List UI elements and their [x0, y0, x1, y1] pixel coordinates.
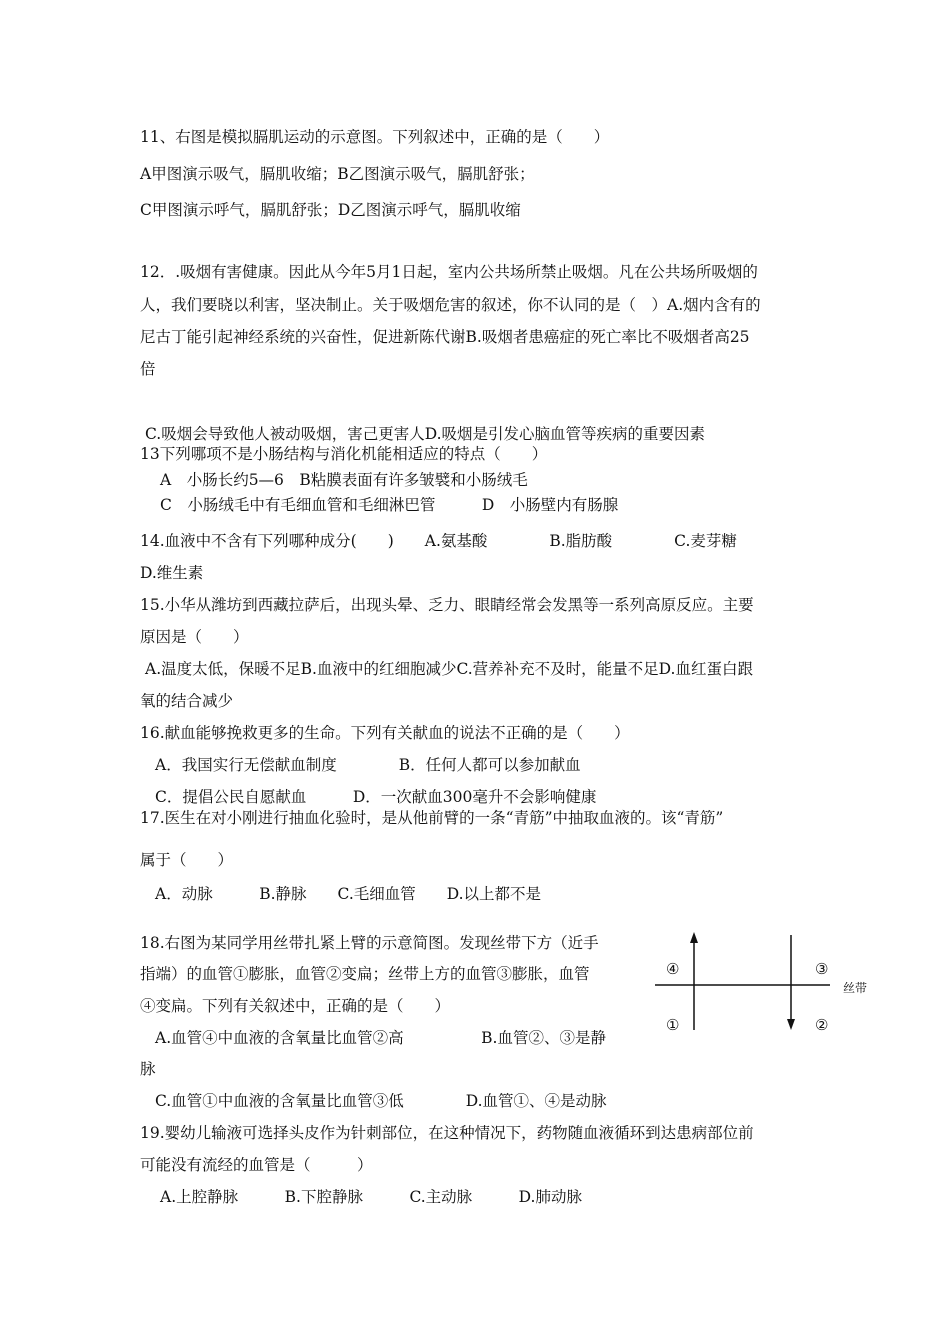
ribbon-label: 丝带	[843, 981, 868, 995]
q14-stem: 14.血液中不含有下列哪种成分( ) A.氨基酸 B.脂肪酸 C.麦芽糖	[140, 532, 737, 550]
q16-stem: 16.献血能够挽救更多的生命。下列有关献血的说法不正确的是（ ）	[140, 724, 630, 742]
q17-line2: 属于（ ）	[140, 851, 234, 869]
q13-stem: 13下列哪项不是小肠结构与消化机能相适应的特点（ ）	[140, 445, 548, 463]
label-vessel-1: ①	[666, 1016, 680, 1034]
q18-line3: ④变扁。下列有关叙述中，正确的是（ ）	[140, 997, 451, 1015]
q13-options-ab: A 小肠长约5—6 B粘膜表面有许多皱襞和小肠绒毛	[160, 471, 528, 489]
label-vessel-3: ③	[815, 960, 829, 978]
q18-options-ab: A.血管④中血液的含氧量比血管②高 B.血管②、③是静	[155, 1029, 606, 1047]
q12-line3: 尼古丁能引起神经系统的兴奋性，促进新陈代谢B.吸烟者患癌症的死亡率比不吸烟者高25	[140, 328, 750, 346]
q19-line1: 19.婴幼儿输液可选择头皮作为针刺部位，在这种情况下，药物随血液循环到达患病部位前	[140, 1124, 754, 1142]
q14-option-d: D.维生素	[140, 564, 204, 582]
label-vessel-4: ④	[666, 960, 680, 978]
q19-options: A.上腔静脉 B.下腔静脉 C.主动脉 D.肺动脉	[160, 1188, 582, 1206]
q15-line1: 15.小华从潍坊到西藏拉萨后，出现头晕、乏力、眼睛经常会发黑等一系列高原反应。主要	[140, 596, 754, 614]
q15-line3: A.温度太低，保暖不足B.血液中的红细胞减少C.营养补充不及时，能量不足D.血红蛋白跟	[145, 660, 753, 678]
label-vessel-2: ②	[815, 1016, 829, 1034]
q15-line4: 氧的结合减少	[140, 692, 234, 710]
q12-line5: C.吸烟会导致他人被动吸烟，害己更害人D.吸烟是引发心脑血管等疾病的重要因素	[145, 425, 706, 443]
q11-stem: 11、右图是模拟膈肌运动的示意图。下列叙述中，正确的是（ ）	[140, 128, 610, 146]
q17-options: A．动脉 B.静脉 C.毛细血管 D.以上都不是	[155, 885, 542, 903]
q12-line4: 倍	[140, 360, 156, 378]
q17-line1: 17.医生在对小刚进行抽血化验时，是从他前臂的一条“青筋”中抽取血液的。该“青筋”	[140, 809, 724, 827]
arrow-down-icon	[787, 1019, 795, 1030]
q11-options-ab: A甲图演示吸气，膈肌收缩；B乙图演示吸气，膈肌舒张；	[140, 165, 535, 183]
q18-option-b-cont: 脉	[140, 1060, 156, 1078]
q16-options-cd: C．提倡公民自愿献血 D．一次献血300毫升不会影响健康	[155, 788, 597, 806]
ribbon-diagram	[650, 930, 880, 1040]
arrow-up-icon	[690, 932, 698, 943]
q16-options-ab: A．我国实行无偿献血制度 B．任何人都可以参加献血	[155, 756, 581, 774]
q12-line2: 人，我们要晓以利害，坚决制止。关于吸烟危害的叙述，你不认同的是（ ）A.烟内含有的	[140, 296, 761, 314]
q18-line2: 指端）的血管①膨胀，血管②变扁；丝带上方的血管③膨胀，血管	[140, 965, 590, 983]
q19-line2: 可能没有流经的血管是（ ）	[140, 1156, 373, 1174]
q11-options-cd: C甲图演示呼气，膈肌舒张；D乙图演示呼气，膈肌收缩	[140, 201, 521, 219]
q15-line2: 原因是（ ）	[140, 628, 249, 646]
q18-options-cd: C.血管①中血液的含氧量比血管③低 D.血管①、④是动脉	[155, 1092, 607, 1110]
q12-line1: 12．.吸烟有害健康。因此从今年5月1日起，室内公共场所禁止吸烟。凡在公共场所吸烟的	[140, 263, 758, 281]
q18-line1: 18.右图为某同学用丝带扎紧上臂的示意简图。发现丝带下方（近手	[140, 934, 599, 952]
q13-options-cd: C 小肠绒毛中有毛细血管和毛细淋巴管 D 小肠壁内有肠腺	[160, 496, 619, 514]
